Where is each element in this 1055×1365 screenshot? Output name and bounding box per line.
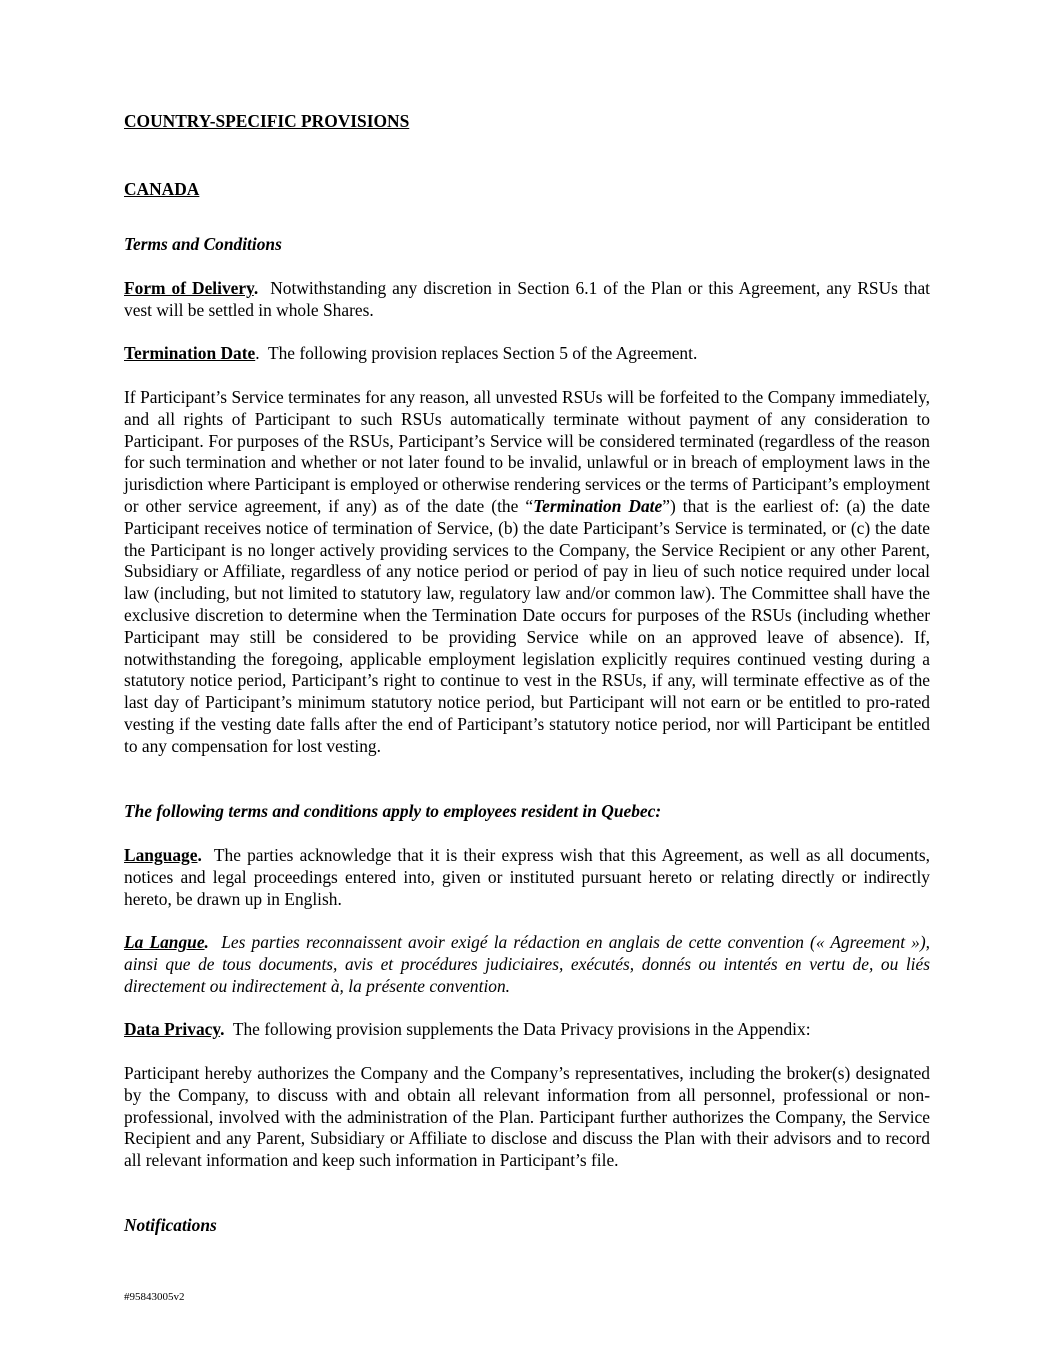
termination-date-title: Termination Date [124,343,256,363]
country-heading: CANADA [124,179,200,199]
termination-defined-term: Termination Date [533,495,663,516]
authorization-paragraph: Participant hereby authorizes the Company and the Company’s representatives, including the broker(s) designated by the Company, to discuss with and obtain all relevant information from all personnel, professional or non-professional, involved with the administration of the Plan. Participant further authorizes the Company, the Service Recipient and any Parent, Subsidiary or Affiliate to disclose and discuss the Plan with their advisors and to record all relevant information and keep such information in Participant’s file. [124,1063,930,1171]
termination-paragraph-part1: If Participant’s Service terminates for any reason, all unvested RSUs will be forfeited to the Company immediately, and all rights of Participant to such RSUs automatically terminate without payment of any consideration to Participant. For purposes of the RSUs, Participant’s Service will be considered terminated (regardless of the reason for such termination and whether or not later found to be invalid, unlawful or in breach of employment laws in the jurisdiction where Participant is employed or otherwise rendering services or the terms of Participant’s employment or other service agreement, if any) as of the date (the “ [124,387,930,516]
language-paragraph: Language. The parties acknowledge that it is their express wish that this Agreement, as well as all documents, notices and legal proceedings entered into, given or instituted pursuant hereto or relating directly or indirectly hereto, be drawn up in English. [124,845,930,909]
termination-date-body: The following provision replaces Section 5 of the Agreement. [267,343,698,363]
language-title: Language [124,845,198,865]
language-body: The parties acknowledge that it is their express wish that this Agreement, as well as all documents, notices and legal proceedings entered into, given or instituted pursuant hereto or relating directly or indirectly hereto, be drawn up in English. [124,845,930,909]
page-heading: COUNTRY-SPECIFIC PROVISIONS [124,111,410,131]
data-privacy-body: The following provision supplements the Data Privacy provisions in the Appendix: [232,1019,811,1039]
form-of-delivery-title: Form of Delivery [124,278,254,298]
la-langue-title: La Langue [124,932,205,952]
document-id-footer: #95843005v2 [124,1291,185,1303]
termination-paragraph-part2: ”) that is the earliest of: (a) the date Participant receives notice of termination of Service, (b) the date Participant’s Service is terminated, or (c) the date the Participant is no longer actively providing services to the Company, the Service Recipient or any other Parent, Subsidiary or Affiliate, regardless of any notice period or period of pay in lieu of such notice required under local law (including, but not limited to statutory law, regulatory law and/or common law). The Committee shall have the exclusive discretion to determine when the Termination Date occurs for purposes of the RSUs (including whether Participant may still be considered to be providing Service while on an approved leave of absence). If, notwithstanding the foregoing, applicable employment legislation explicitly requires continued vesting during a statutory notice period, Participant’s right to continue to vest in the RSUs, if any, will terminate effective as of the last day of Participant’s minimum statutory notice period, but Participant will not earn or be entitled to pro-rated vesting if the vesting date falls after the end of Participant’s statutory notice period, nor will Participant be entitled to any compensation for lost vesting. [124,495,931,756]
form-of-delivery-paragraph: Form of Delivery. Notwithstanding any discretion in Section 6.1 of the Plan or this Agreement, any RSUs that vest will be settled in whole Shares. [124,278,930,320]
data-privacy-paragraph: Data Privacy. The following provision supplements the Data Privacy provisions in the Appendix: [124,1019,811,1039]
la-langue-paragraph: La Langue. Les parties reconnaissent avoir exigé la rédaction en anglais de cette convention (« Agreement »), ainsi que de tous documents, avis et procédures judiciaires, exécutés, donnés ou intentés en vertu de, ou liés directement ou indirectement à, la présente convention. [124,932,931,996]
notifications-heading: Notifications [124,1215,217,1235]
terms-heading: Terms and Conditions [124,234,282,254]
form-of-delivery-body: Notwithstanding any discretion in Section 6.1 of the Plan or this Agreement, any RSUs that vest will be settled in whole Shares. [124,278,930,320]
quebec-heading: The following terms and conditions apply to employees resident in Quebec: [124,801,662,821]
data-privacy-title: Data Privacy [124,1019,221,1039]
termination-paragraph [124,387,930,758]
termination-date-paragraph: Termination Date. The following provision replaces Section 5 of the Agreement. [124,343,698,363]
la-langue-body: Les parties reconnaissent avoir exigé la rédaction en anglais de cette convention (« Agreement »), ainsi que de tous documents, avis et procédures judiciaires, exécutés, donnés ou intentés en vertu de, ou liés directement ou indirectement à, la présente convention. [124,932,931,996]
